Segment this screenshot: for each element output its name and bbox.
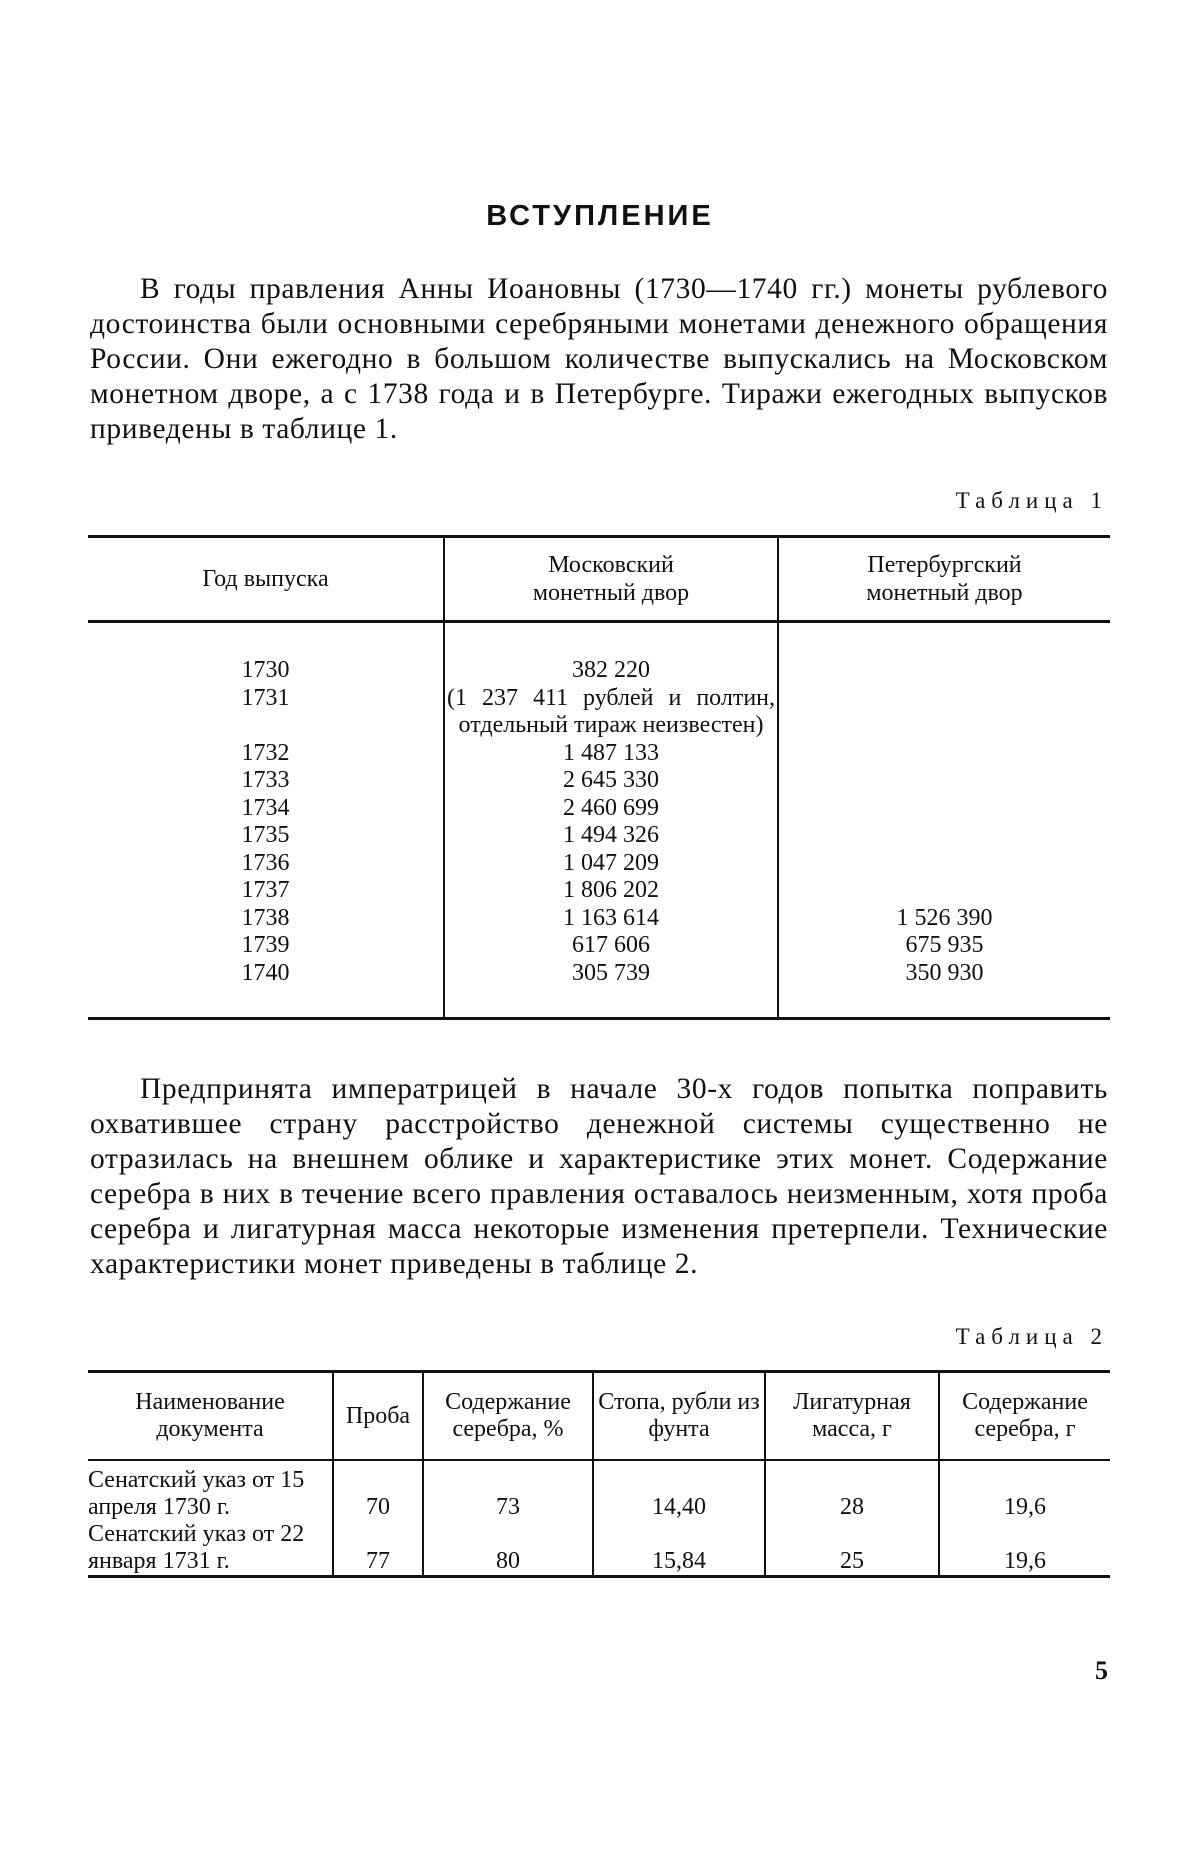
table-cell: 1 163 614	[444, 905, 778, 933]
table-cell	[778, 795, 1110, 823]
table-cell: 1739	[88, 932, 444, 960]
table-cell: 1733	[88, 767, 444, 795]
header-petersburg: Петербургский монетный двор	[778, 537, 1110, 622]
table-cell: 1 494 326	[444, 822, 778, 850]
table-cell: 675 935	[778, 932, 1110, 960]
header-moscow: Московский монетный двор	[444, 537, 778, 622]
table-cell: 2 645 330	[444, 767, 778, 795]
table-cell: 1735	[88, 822, 444, 850]
table-cell: 25	[765, 1521, 939, 1577]
table-cell: 80	[423, 1521, 593, 1577]
page-heading: ВСТУПЛЕНИЕ	[0, 200, 1200, 233]
table1-caption: Таблица 1	[956, 488, 1108, 514]
table-row	[88, 795, 1110, 823]
table-cell	[778, 767, 1110, 795]
table-row	[88, 822, 1110, 850]
table-cell: 1 487 133	[444, 740, 778, 768]
header-document: Наименование документа	[88, 1372, 333, 1461]
table-cell	[778, 877, 1110, 905]
table-cell: 73	[423, 1460, 593, 1521]
table-cell: 70	[333, 1460, 423, 1521]
table-cell: 19,6	[939, 1521, 1110, 1577]
table-cell: 14,40	[593, 1460, 765, 1521]
table-cell: 15,84	[593, 1521, 765, 1577]
table-row	[88, 767, 1110, 795]
table-row	[88, 740, 1110, 768]
table-cell: Сенатский указ от 15 апреля 1730 г.	[88, 1460, 333, 1521]
table-cell	[778, 685, 1110, 740]
table-cell: Сенатский указ от 22 января 1731 г.	[88, 1521, 333, 1577]
table-row	[88, 960, 1110, 1019]
header-year: Год выпуска	[88, 537, 444, 622]
table-row	[88, 905, 1110, 933]
table-cell: 305 739	[444, 960, 778, 1019]
table-cell: 28	[765, 1460, 939, 1521]
table-row	[88, 932, 1110, 960]
table-cell: 1730	[88, 622, 444, 685]
table-cell	[778, 740, 1110, 768]
table-cell: 382 220	[444, 622, 778, 685]
table-cell: 77	[333, 1521, 423, 1577]
table-cell: 1736	[88, 850, 444, 878]
table-row	[88, 1460, 1110, 1521]
table-cell: 1 526 390	[778, 905, 1110, 933]
header-silver-percent: Содержание серебра, %	[423, 1372, 593, 1461]
table-row	[88, 622, 1110, 685]
table-cell: 1 047 209	[444, 850, 778, 878]
paragraph-text: Предпринята императрицей в начале 30-х годов попытка поправить охватившее страну расстройство денежной системы существенно не отразилась на внешнем облике и характеристике этих монет. Содержание серебра в них в течение всего правления оставалось неизменным, хотя проба серебра и лигатурная масса некоторые изменения претерпели. Технические характеристики монет приведены в таблице 2.	[90, 1072, 1108, 1282]
table-cell: 1737	[88, 877, 444, 905]
table-cell: 1 806 202	[444, 877, 778, 905]
header-proba: Проба	[333, 1372, 423, 1461]
table-cell: 1732	[88, 740, 444, 768]
table-cell: 19,6	[939, 1460, 1110, 1521]
header-ligature-mass: Лигатурная масса, г	[765, 1372, 939, 1461]
paragraph-text: В годы правления Анны Иоановны (1730—1740 гг.) монеты рублевого достоинства были основными серебряными монетами денежного обращения России. Они ежегодно в большом количестве выпускались на Московском монетном дворе, а с 1738 года и в Петербурге. Тиражи ежегодных выпусков приведены в таблице 1.	[90, 272, 1108, 447]
table-cell	[778, 622, 1110, 685]
table-cell: 1734	[88, 795, 444, 823]
table-cell	[778, 850, 1110, 878]
table2-caption: Таблица 2	[956, 1324, 1108, 1350]
table-cell: (1 237 411 рублей и полтин, отдельный тираж неизвестен)	[444, 685, 778, 740]
intro-paragraph	[90, 272, 1108, 447]
table-row	[88, 877, 1110, 905]
page-number: 5	[1095, 1656, 1108, 1686]
table-row	[88, 850, 1110, 878]
table-cell: 2 460 699	[444, 795, 778, 823]
table-cell: 1738	[88, 905, 444, 933]
table-cell	[778, 822, 1110, 850]
specs-table	[88, 1370, 1110, 1578]
table-cell: 350 930	[778, 960, 1110, 1019]
table-cell: 617 606	[444, 932, 778, 960]
table-row	[88, 685, 1110, 740]
table-row	[88, 1521, 1110, 1577]
table-cell: 1731	[88, 685, 444, 740]
header-silver-grams: Содержание серебра, г	[939, 1372, 1110, 1461]
table-cell: 1740	[88, 960, 444, 1019]
coinage-table	[88, 535, 1110, 1020]
second-paragraph	[90, 1072, 1108, 1282]
header-stopa: Стопа, рубли из фунта	[593, 1372, 765, 1461]
table-header-row	[88, 1372, 1110, 1461]
table-header-row	[88, 537, 1110, 622]
